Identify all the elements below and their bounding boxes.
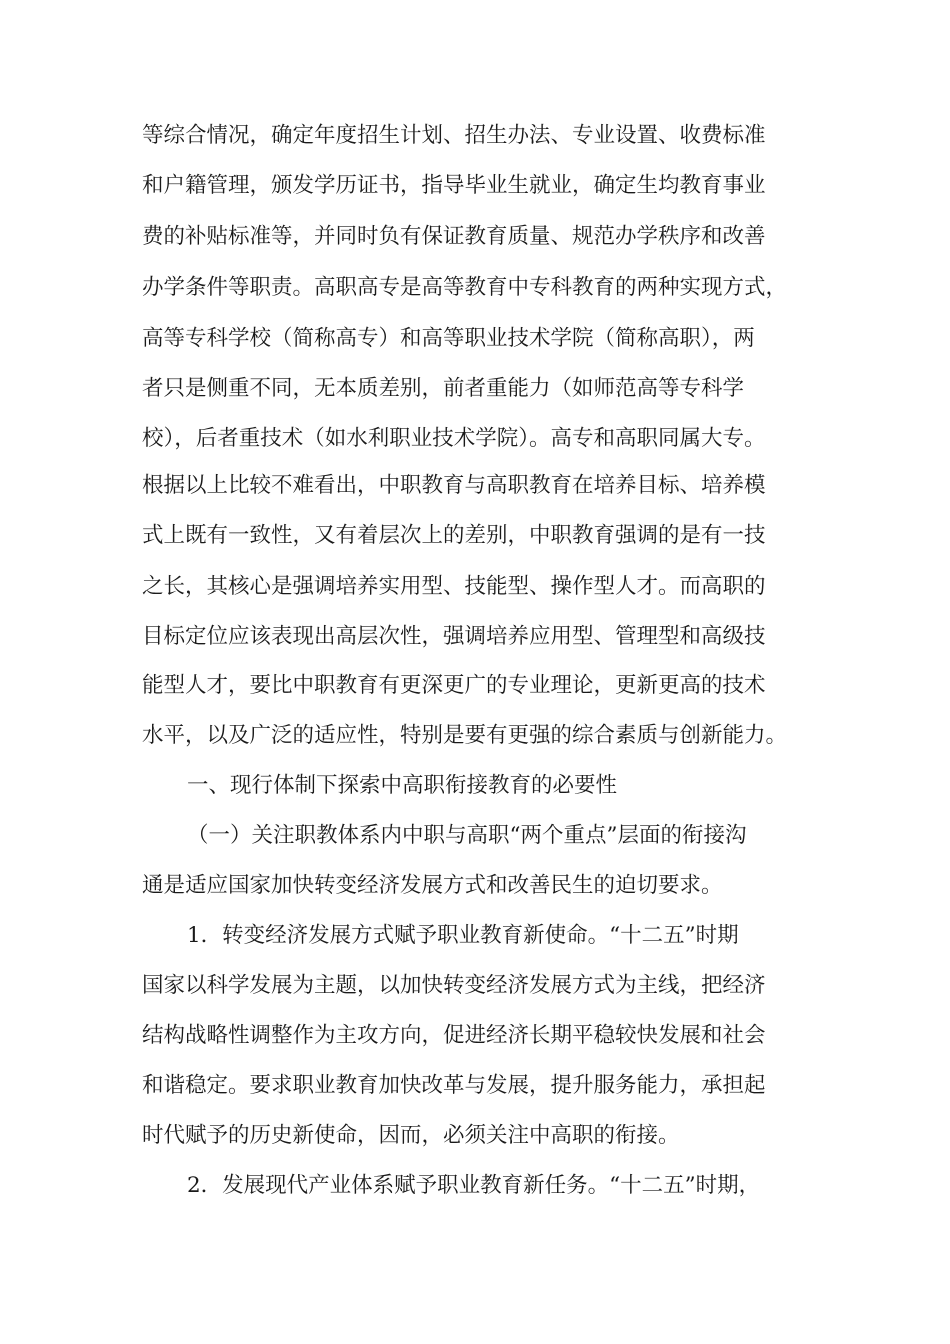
body-text-line: 式上既有一致性，又有着层次上的差别，中职教育强调的是有一技 — [142, 523, 766, 548]
body-text-line: 目标定位应该表现出高层次性，强调培养应用型、管理型和高级技 — [142, 624, 766, 649]
body-text-line: 高等专科学校（简称高专）和高等职业技术学院（简称高职），两 — [142, 326, 755, 351]
numbered-paragraph-start: 2．发展现代产业体系赋予职业教育新任务。“十二五”时期， — [187, 1173, 761, 1198]
body-text-line: 等综合情况，确定年度招生计划、招生办法、专业设置、收费标准 — [142, 123, 766, 148]
section-heading: 一、现行体制下探索中高职衔接教育的必要性 — [187, 773, 618, 798]
body-text-line: 水平，以及广泛的适应性，特别是要有更强的综合素质与创新能力。 — [142, 723, 788, 748]
body-text-line: 时代赋予的历史新使命，因而，必须关注中高职的衔接。 — [142, 1123, 680, 1148]
body-text-line: 者只是侧重不同，无本质差别，前者重能力（如师范高等专科学 — [142, 376, 745, 401]
body-text-line: 费的补贴标准等，并同时负有保证教育质量、规范办学秩序和改善 — [142, 224, 766, 249]
subsection-heading: （一）关注职教体系内中职与高职“两个重点”层面的衔接沟 — [187, 823, 747, 848]
body-text-line: 通是适应国家加快转变经济发展方式和改善民生的迫切要求。 — [142, 873, 723, 898]
numbered-paragraph-start: 1．转变经济发展方式赋予职业教育新使命。“十二五”时期 — [187, 923, 739, 948]
body-text-line: 校），后者重技术（如水利职业技术学院）。高专和高职同属大专。 — [142, 426, 766, 451]
body-text-line: 能型人才，要比中职教育有更深更广的专业理论，更新更高的技术 — [142, 673, 766, 698]
body-text-line: 国家以科学发展为主题，以加快转变经济发展方式为主线，把经济 — [142, 973, 766, 998]
body-text-line: 办学条件等职责。高职高专是高等教育中专科教育的两种实现方式， — [142, 275, 788, 300]
body-text-line: 和户籍管理，颁发学历证书，指导毕业生就业，确定生均教育事业 — [142, 173, 766, 198]
body-text-line: 之长，其核心是强调培养实用型、技能型、操作型人才。而高职的 — [142, 574, 766, 599]
body-text-line: 根据以上比较不难看出，中职教育与高职教育在培养目标、培养模 — [142, 473, 766, 498]
body-text-line: 和谐稳定。要求职业教育加快改革与发展，提升服务能力，承担起 — [142, 1073, 766, 1098]
body-text-line: 结构战略性调整作为主攻方向，促进经济长期平稳较快发展和社会 — [142, 1023, 766, 1048]
